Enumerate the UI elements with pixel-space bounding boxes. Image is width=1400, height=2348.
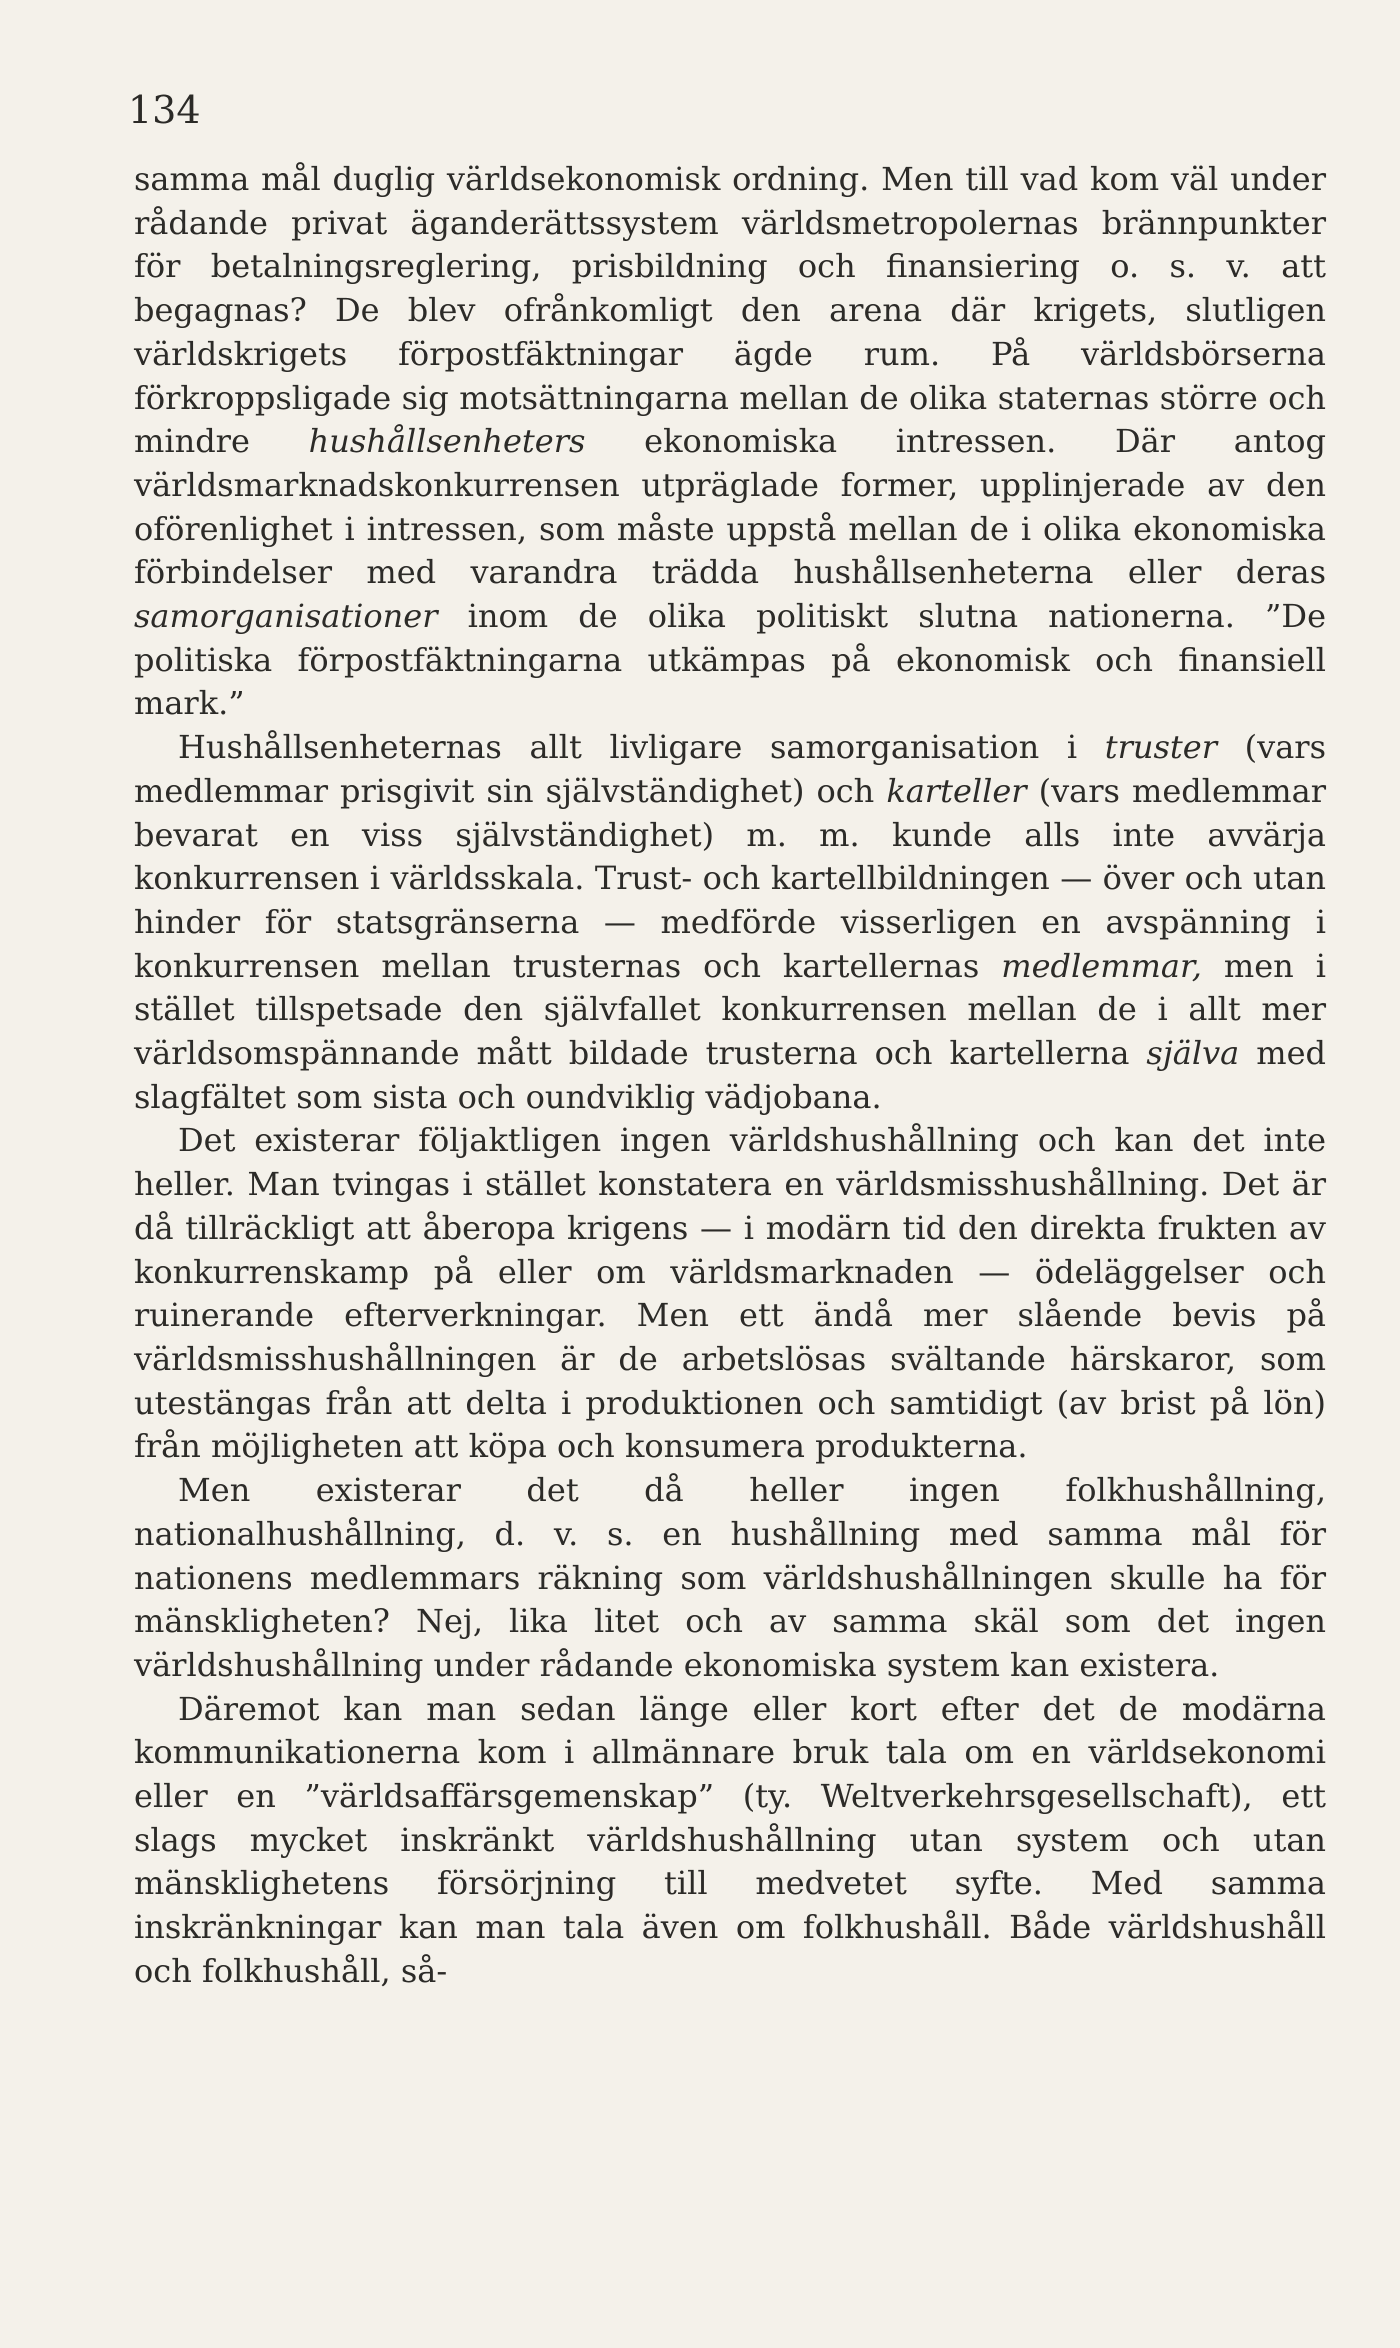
- text-run: ekonomiska intressen. Där antog världsmarknadskonkurrensen utpräglade former, upplinjerade av den oförenlighet i intressen, som måste uppstå mellan de i olika ekonomiska förbindelser med varandra trädda hushållsenheterna eller deras: [134, 422, 1327, 592]
- paragraph: [134, 726, 1326, 1119]
- body-text: [134, 158, 1326, 1994]
- text-run: Hushållsenheternas allt livligare samorganisation i: [178, 728, 1105, 767]
- text-run: (vars medlemmar prisgivit sin självständighet) och: [134, 728, 1327, 810]
- text-run: men i stället tillspetsade den självfallet konkurrensen mellan de i allt mer världsomspännande mått bildade trusterna och kartellerna: [134, 946, 1327, 1073]
- italic-text: hushållsenheters: [308, 422, 586, 461]
- text-run: inom de olika politiskt slutna nationerna. ”De politiska förpostfäktningarna utkämpas på ekonomisk och finansiell mark.”: [134, 597, 1326, 723]
- italic-text: själva: [1146, 1034, 1240, 1073]
- paragraph: [134, 1688, 1326, 1994]
- paragraph: [134, 1469, 1326, 1688]
- text-run: Däremot kan man sedan länge eller kort efter det de modärna kommunikationerna kom i allmännare bruk tala om en världsekonomi eller en ”världsaffärsgemenskap” (ty. Weltverkehrsgesellschaft), ett slags mycket inskränkt världshushållning utan system och utan mänsklighetens försörjning till medvetet syfte. Med samma inskränkningar kan man tala även om folkhushåll. Både världshushåll och folkhushåll, så-: [134, 1689, 1326, 1990]
- italic-text: medlemmar,: [1001, 946, 1202, 985]
- paragraph: [134, 158, 1326, 726]
- italic-text: samorganisationer: [134, 597, 438, 636]
- text-run: Det existerar följaktligen ingen världshushållning och kan det inte heller. Man tvingas i stället konstatera en världsmisshushållning. Det är då tillräckligt att åberopa krigens — i modärn tid den direkta frukten av konkurrenskamp på eller om världsmarknaden — ödeläggelser och ruinerande efterverkningar. Men ett ändå mer slående bevis på världsmisshushållningen är de arbetslösas svältande härskaror, som utestängas från att delta i produktionen och samtidigt (av brist på lön) från möjligheten att köpa och konsumera produkterna.: [134, 1121, 1326, 1466]
- text-run: med slagfältet som sista och oundviklig vädjobana.: [134, 1034, 1326, 1116]
- page-number: 134: [128, 88, 201, 132]
- text-run: Men existerar det då heller ingen folkhushållning, nationalhushållning, d. v. s. en hushållning med samma mål för nationens medlemmars räkning som världshushållningen skulle ha för mänskligheten? Nej, lika litet och av samma skäl som det ingen världshushållning under rådande ekonomiska system kan existera.: [134, 1471, 1326, 1684]
- paragraph: [134, 1119, 1326, 1469]
- text-run: samma mål duglig världsekonomisk ordning. Men till vad kom väl under rådande privat äganderättssystem världsmetropolernas brännpunkter för betalningsreglering, prisbildning och finansiering o. s. v. att begagnas? De blev ofrånkomligt den arena där krigets, slutligen världskrigets förpostfäktningar ägde rum. På världsbörserna förkroppsligade sig motsättningarna mellan de olika staternas större och mindre: [134, 160, 1326, 461]
- italic-text: truster: [1104, 728, 1218, 767]
- italic-text: karteller: [886, 771, 1027, 810]
- text-run: (vars medlemmar bevarat en viss självständighet) m. m. kunde alls inte avvärja konkurrensen i världsskala. Trust- och kartellbildningen — över och utan hinder för statsgränserna — medförde visserligen en avspänning i konkurrensen mellan trusternas och kartellernas: [134, 771, 1327, 985]
